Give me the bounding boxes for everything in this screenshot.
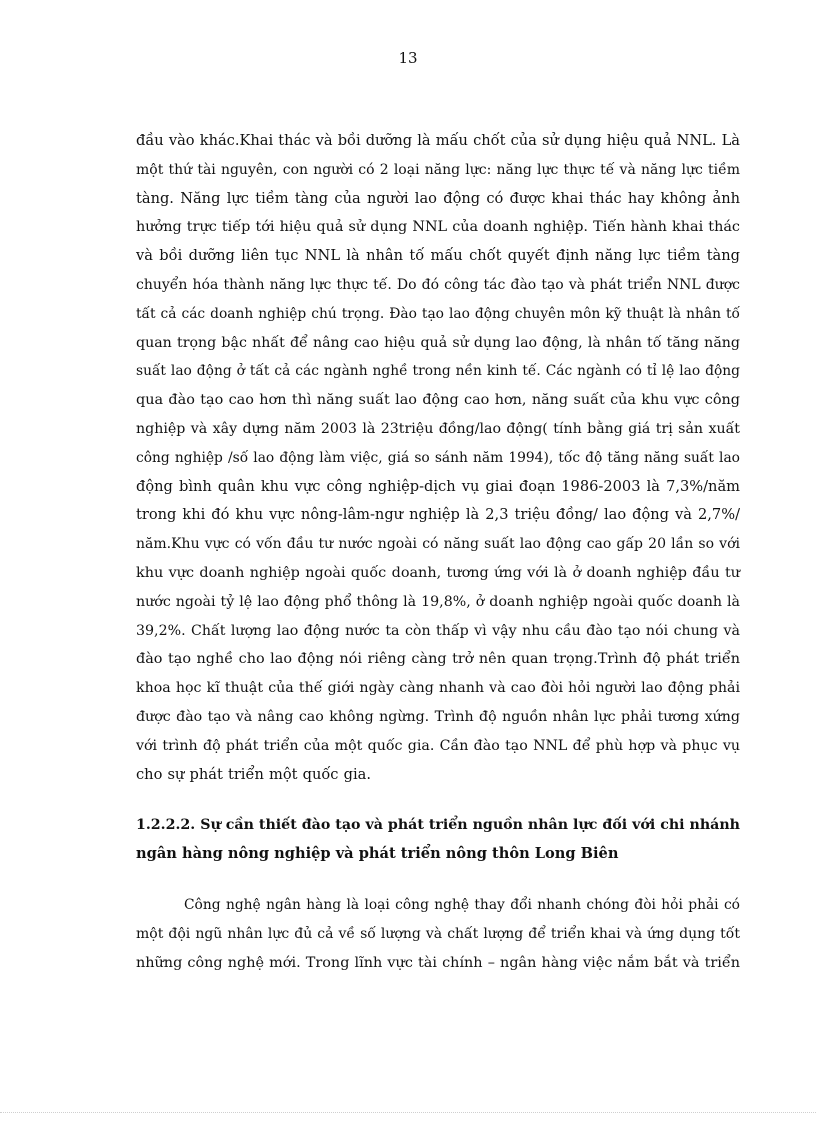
text-line: đào tạo nghề cho lao động nói riêng càng trở nên quan trọng.Trình độ phát triển bbox=[136, 651, 740, 668]
text-line: công nghiệp /số lao động làm việc, giá so sánh năm 1994), tốc độ tăng năng suất lao bbox=[136, 449, 740, 466]
text-line: đầu vào khác.Khai thác và bồi dưỡng là mấu chốt của sử dụng hiệu quả NNL. Là bbox=[136, 132, 740, 149]
text-line: những công nghệ mới. Trong lĩnh vực tài chính – ngân hàng việc nắm bắt và triển bbox=[136, 954, 740, 971]
text-line: 39,2%. Chất lượng lao động nước ta còn thấp vì vậy nhu cầu đào tạo nói chung và bbox=[136, 622, 740, 639]
text-line: cho sự phát triển một quốc gia. bbox=[136, 765, 371, 783]
text-line: qua đào tạo cao hơn thì năng suất lao động cao hơn, năng suất của khu vực công bbox=[136, 392, 740, 409]
heading-line: ngân hàng nông nghiệp và phát triển nông thôn Long Biên bbox=[136, 845, 619, 863]
text-line: tất cả các doanh nghiệp chú trọng. Đào tạo lao động chuyên môn kỹ thuật là nhân tố bbox=[136, 305, 740, 322]
text-line: trong khi đó khu vực nông-lâm-ngư nghiệp là 2,3 triệu đồng/ lao động và 2,7%/ bbox=[136, 506, 740, 524]
page-number: 13 bbox=[398, 49, 418, 67]
body-paragraph-2 bbox=[136, 891, 740, 977]
document-body bbox=[136, 127, 740, 977]
text-line: một thứ tài nguyên, con người có 2 loại năng lực: năng lực thực tế và năng lực tiềm bbox=[136, 161, 740, 178]
text-line: một đội ngũ nhân lực đủ cả về số lượng và chất lượng để triển khai và ứng dụng tốt bbox=[136, 925, 740, 942]
text-line: tàng. Năng lực tiềm tàng của người lao động có được khai thác hay không ảnh bbox=[136, 189, 740, 207]
page-bottom-rule bbox=[0, 1112, 816, 1113]
heading-line: 1.2.2.2. Sự cần thiết đào tạo và phát triển nguồn nhân lực đối với chi nhánh bbox=[136, 817, 740, 834]
text-line: suất lao động ở tất cả các ngành nghề trong nền kinh tế. Các ngành có tỉ lệ lao động bbox=[136, 363, 740, 380]
text-line: chuyển hóa thành năng lực thực tế. Do đó công tác đào tạo và phát triển NNL được bbox=[136, 276, 740, 293]
text-line: và bồi dưỡng liên tục NNL là nhân tố mấu chốt quyết định năng lực tiềm tàng bbox=[136, 247, 740, 265]
text-line: động bình quân khu vực công nghiệp-dịch vụ giai đoạn 1986-2003 là 7,3%/năm bbox=[136, 477, 740, 495]
text-line: nghiệp và xây dựng năm 2003 là 23triệu đồng/lao động( tính bằng giá trị sản xuất bbox=[136, 420, 740, 437]
text-line: Công nghệ ngân hàng là loại công nghệ thay đổi nhanh chóng đòi hỏi phải có bbox=[184, 896, 740, 913]
text-line: hưởng trực tiếp tới hiệu quả sử dụng NNL của doanh nghiệp. Tiến hành khai thác bbox=[136, 219, 740, 236]
text-line: năm.Khu vực có vốn đầu tư nước ngoài có năng suất lao động cao gấp 20 lần so với bbox=[136, 536, 740, 553]
text-line: nước ngoài tỷ lệ lao động phổ thông là 19,8%, ở doanh nghiệp ngoài quốc doanh là bbox=[136, 593, 741, 610]
text-line: với trình độ phát triển của một quốc gia. Cần đào tạo NNL để phù hợp và phục vụ bbox=[136, 737, 740, 754]
text-line: khoa học kĩ thuật của thế giới ngày càng nhanh và cao đòi hỏi người lao động phải bbox=[136, 680, 740, 697]
body-paragraph-1 bbox=[136, 127, 740, 789]
text-line: quan trọng bậc nhất để nâng cao hiệu quả sử dụng lao động, là nhân tố tăng năng bbox=[136, 334, 740, 351]
section-heading bbox=[136, 811, 740, 869]
text-line: khu vực doanh nghiệp ngoài quốc doanh, tương ứng với là ở doanh nghiệp đầu tư bbox=[136, 564, 740, 581]
text-line: được đào tạo và nâng cao không ngừng. Trình độ nguồn nhân lực phải tương xứng bbox=[136, 708, 740, 725]
